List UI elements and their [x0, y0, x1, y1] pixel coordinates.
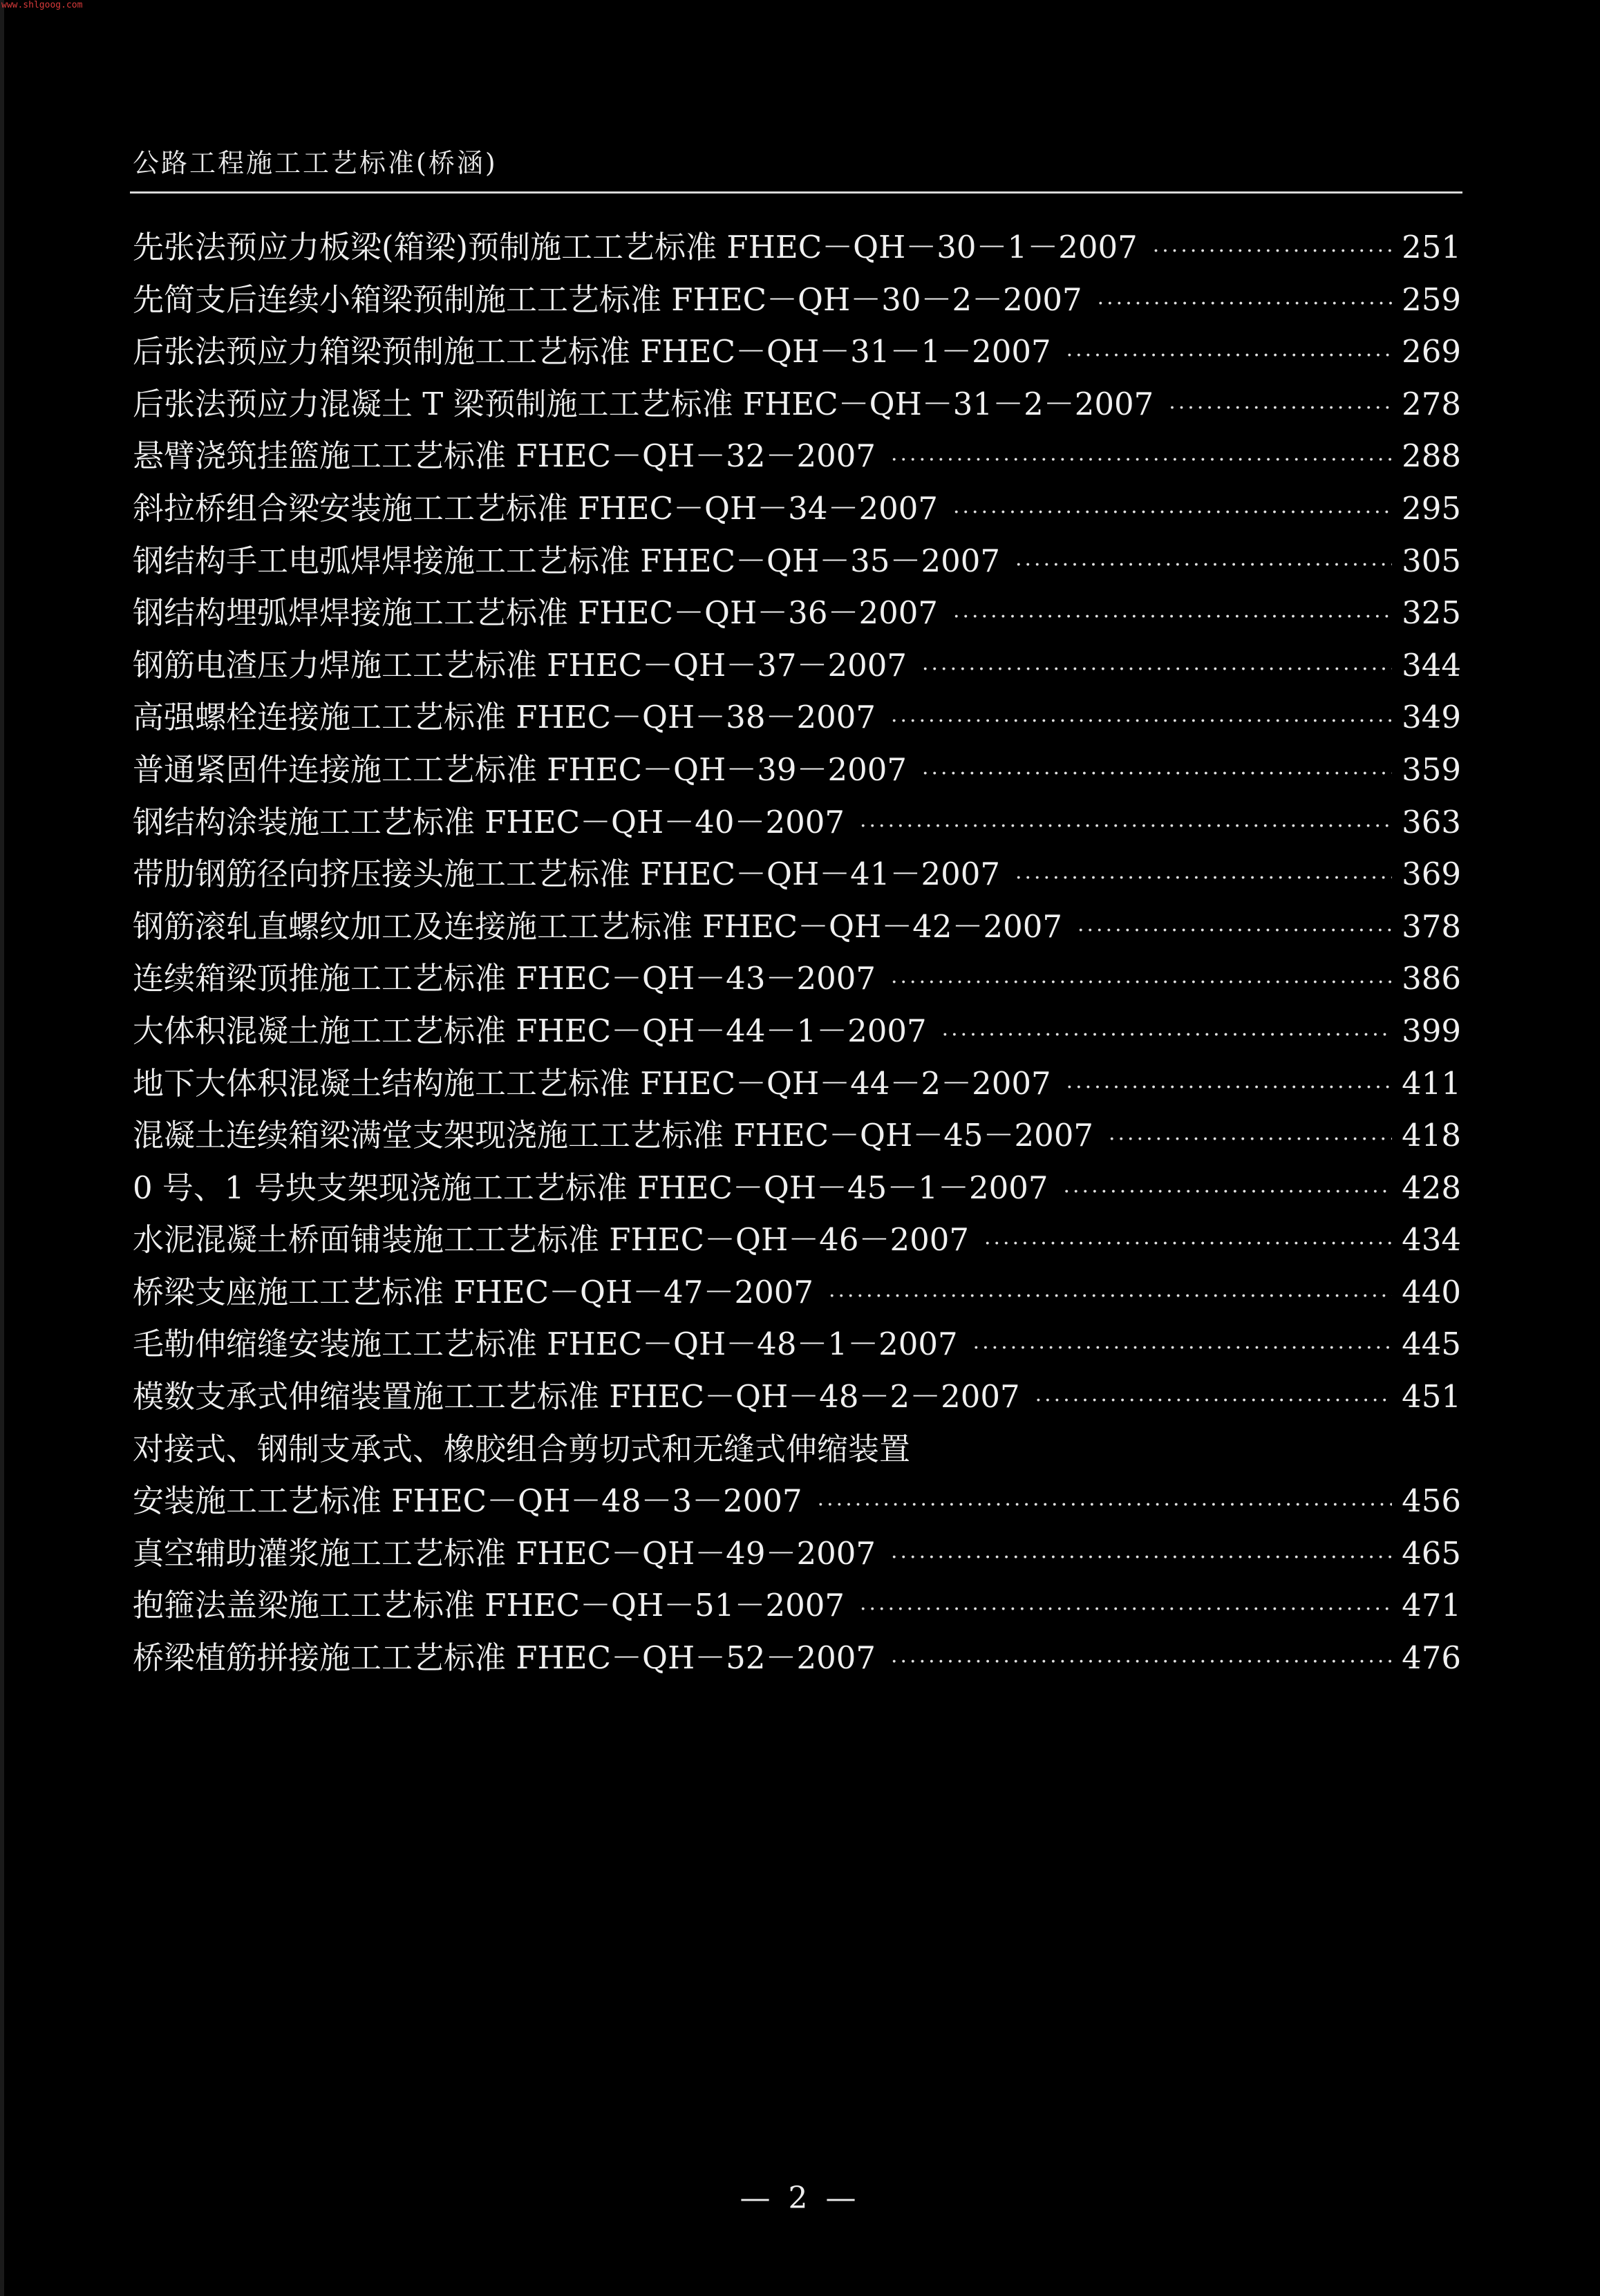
- toc-entry[interactable]: [133, 587, 1461, 639]
- toc-entry-title: 混凝土连续箱梁满堂支架现浇施工工艺标准 FHEC－QH－45－2007: [133, 1117, 1093, 1154]
- dot-leader: [818, 1479, 1392, 1532]
- toc-entry-title: 真空辅助灌浆施工工艺标准 FHEC－QH－49－2007: [133, 1534, 876, 1572]
- table-of-contents: [133, 221, 1461, 1684]
- toc-entry[interactable]: [133, 901, 1461, 953]
- toc-entry[interactable]: [133, 1109, 1461, 1162]
- toc-entry-page: 363: [1402, 803, 1461, 840]
- dot-leader: [891, 434, 1392, 487]
- toc-entry-title: 连续箱梁顶推施工工艺标准 FHEC－QH－43－2007: [133, 960, 876, 997]
- toc-entry-title: 大体积混凝土施工工艺标准 FHEC－QH－44－1－2007: [133, 1012, 927, 1049]
- toc-entry[interactable]: [133, 639, 1461, 692]
- dot-leader: [942, 1009, 1392, 1062]
- toc-entry[interactable]: [133, 535, 1461, 587]
- toc-entry-title: 水泥混凝土桥面铺装施工工艺标准 FHEC－QH－46－2007: [133, 1221, 969, 1259]
- toc-entry[interactable]: [133, 1475, 1461, 1527]
- dot-leader: [953, 591, 1392, 643]
- toc-entry-title: 钢结构手工电弧焊焊接施工工艺标准 FHEC－QH－35－2007: [133, 542, 1000, 579]
- toc-entry-page: 476: [1402, 1639, 1461, 1677]
- toc-entry-page: 359: [1402, 751, 1461, 788]
- toc-entry-title: 斜拉桥组合梁安装施工工艺标准 FHEC－QH－34－2007: [133, 489, 938, 527]
- toc-entry[interactable]: [133, 1527, 1461, 1580]
- dot-leader: [1077, 905, 1392, 957]
- dot-leader: [922, 748, 1392, 800]
- toc-entry[interactable]: [133, 482, 1461, 535]
- dot-leader: [1169, 382, 1392, 435]
- toc-entry-page: 445: [1402, 1326, 1461, 1363]
- toc-entry-title: 悬臂浇筑挂篮施工工艺标准 FHEC－QH－32－2007: [133, 437, 876, 475]
- toc-entry[interactable]: [133, 378, 1461, 431]
- dot-leader: [891, 1532, 1392, 1584]
- dot-leader: [973, 1322, 1392, 1375]
- toc-entry-page: 278: [1402, 385, 1461, 422]
- toc-entry[interactable]: [133, 1632, 1461, 1684]
- toc-entry-title: 先张法预应力板梁(箱梁)预制施工工艺标准 FHEC－QH－30－1－2007: [133, 229, 1138, 265]
- toc-entry-title: 高强螺栓连接施工工艺标准 FHEC－QH－38－2007: [133, 699, 876, 736]
- toc-entry-title: 桥梁植筋拼接施工工艺标准 FHEC－QH－52－2007: [133, 1639, 876, 1677]
- toc-entry[interactable]: [133, 952, 1461, 1005]
- toc-entry[interactable]: [133, 1318, 1461, 1371]
- toc-entry-page: 288: [1402, 437, 1461, 475]
- toc-entry[interactable]: [133, 744, 1461, 796]
- toc-entry[interactable]: [133, 796, 1461, 849]
- toc-entry-page: 259: [1402, 281, 1461, 318]
- page-number: — 2 —: [740, 2181, 860, 2216]
- toc-entry-page: 418: [1402, 1117, 1461, 1154]
- toc-entry-page: 369: [1402, 856, 1461, 893]
- toc-entry-page: 269: [1402, 333, 1461, 370]
- toc-entry[interactable]: [133, 1162, 1461, 1214]
- toc-entry[interactable]: [133, 1266, 1461, 1319]
- dot-leader: [922, 643, 1392, 696]
- toc-entry-title: 抱箍法盖梁施工工艺标准 FHEC－QH－51－2007: [133, 1587, 845, 1624]
- toc-entry-title: 钢筋电渣压力焊施工工艺标准 FHEC－QH－37－2007: [133, 646, 907, 684]
- toc-entry[interactable]: [133, 848, 1461, 901]
- toc-entry-title: 桥梁支座施工工艺标准 FHEC－QH－47－2007: [133, 1273, 813, 1310]
- toc-entry-continued[interactable]: [133, 1423, 1461, 1476]
- toc-entry-page: 456: [1402, 1483, 1461, 1520]
- toc-entry[interactable]: [133, 1371, 1461, 1423]
- dot-leader: [860, 1583, 1392, 1636]
- toc-entry-title: 钢筋滚轧直螺纹加工及连接施工工艺标准 FHEC－QH－42－2007: [133, 907, 1062, 945]
- dot-leader: [1015, 852, 1392, 905]
- toc-entry-page: 386: [1402, 960, 1461, 997]
- toc-entry[interactable]: [133, 1005, 1461, 1057]
- dot-leader: [891, 1636, 1392, 1688]
- toc-entry-title: 毛勒伸缩缝安装施工工艺标准 FHEC－QH－48－1－2007: [133, 1326, 958, 1363]
- dot-leader: [1035, 1375, 1392, 1427]
- scan-edge: [0, 0, 4, 2296]
- watermark-text: www.shlgoog.com: [1, 0, 83, 10]
- toc-entry-title: 先简支后连续小箱梁预制施工工艺标准 FHEC－QH－30－2－2007: [133, 281, 1082, 318]
- dot-leader: [1098, 278, 1392, 330]
- dot-leader: [1066, 330, 1392, 382]
- dot-leader: [860, 800, 1392, 853]
- toc-entry[interactable]: [133, 430, 1461, 482]
- toc-entry-title: 钢结构埋弧焊焊接施工工艺标准 FHEC－QH－36－2007: [133, 594, 938, 632]
- toc-entry-page: 451: [1402, 1378, 1461, 1415]
- toc-entry-page: 305: [1402, 542, 1461, 579]
- toc-entry-page: 440: [1402, 1273, 1461, 1310]
- toc-entry-page: 465: [1402, 1534, 1461, 1572]
- dot-leader: [1066, 1062, 1392, 1114]
- toc-entry-page: 344: [1402, 646, 1461, 684]
- toc-entry[interactable]: [133, 691, 1461, 744]
- toc-entry-page: 349: [1402, 699, 1461, 736]
- toc-entry-page: 325: [1402, 594, 1461, 632]
- toc-entry-title: 0 号、1 号块支架现浇施工工艺标准 FHEC－QH－45－1－2007: [133, 1169, 1048, 1206]
- running-header: 公路工程施工工艺标准(桥涵): [133, 148, 498, 178]
- dot-leader: [891, 695, 1392, 748]
- toc-entry-page: 471: [1402, 1587, 1461, 1624]
- toc-entry-page: 399: [1402, 1012, 1461, 1049]
- dot-leader: [953, 487, 1392, 539]
- toc-entry-page: 411: [1402, 1064, 1461, 1102]
- dot-leader: [1153, 225, 1392, 278]
- toc-entry-title: 带肋钢筋径向挤压接头施工工艺标准 FHEC－QH－41－2007: [133, 856, 1000, 893]
- toc-entry[interactable]: [133, 221, 1461, 274]
- toc-entry-title: 对接式、钢制支承式、橡胶组合剪切式和无缝式伸缩装置: [133, 1430, 911, 1467]
- toc-entry-page: 378: [1402, 907, 1461, 945]
- dot-leader: [1015, 539, 1392, 592]
- toc-entry-page: 428: [1402, 1169, 1461, 1206]
- toc-entry[interactable]: [133, 326, 1461, 378]
- toc-entry-title: 后张法预应力箱梁预制施工工艺标准 FHEC－QH－31－1－2007: [133, 333, 1051, 370]
- toc-entry-title: 后张法预应力混凝土 T 梁预制施工工艺标准 FHEC－QH－31－2－2007: [133, 385, 1154, 422]
- toc-entry-page: 434: [1402, 1221, 1461, 1259]
- dot-leader: [984, 1218, 1392, 1270]
- toc-entry[interactable]: [133, 274, 1461, 326]
- toc-entry-title: 安装施工工艺标准 FHEC－QH－48－3－2007: [133, 1483, 802, 1520]
- toc-entry-title: 地下大体积混凝土结构施工工艺标准 FHEC－QH－44－2－2007: [133, 1064, 1051, 1102]
- toc-entry-title: 模数支承式伸缩装置施工工艺标准 FHEC－QH－48－2－2007: [133, 1378, 1020, 1415]
- toc-entry-title: 钢结构涂装施工工艺标准 FHEC－QH－40－2007: [133, 803, 845, 840]
- toc-entry[interactable]: [133, 1214, 1461, 1266]
- toc-entry[interactable]: [133, 1579, 1461, 1632]
- toc-entry-title: 普通紧固件连接施工工艺标准 FHEC－QH－39－2007: [133, 751, 907, 788]
- toc-entry-page: 251: [1402, 229, 1461, 265]
- dot-leader: [1109, 1113, 1392, 1166]
- header-rule: [130, 191, 1462, 194]
- dot-leader: [829, 1270, 1392, 1323]
- toc-entry-page: 295: [1402, 489, 1461, 527]
- dot-leader: [1063, 1166, 1392, 1218]
- dot-leader: [891, 957, 1392, 1009]
- toc-entry[interactable]: [133, 1057, 1461, 1110]
